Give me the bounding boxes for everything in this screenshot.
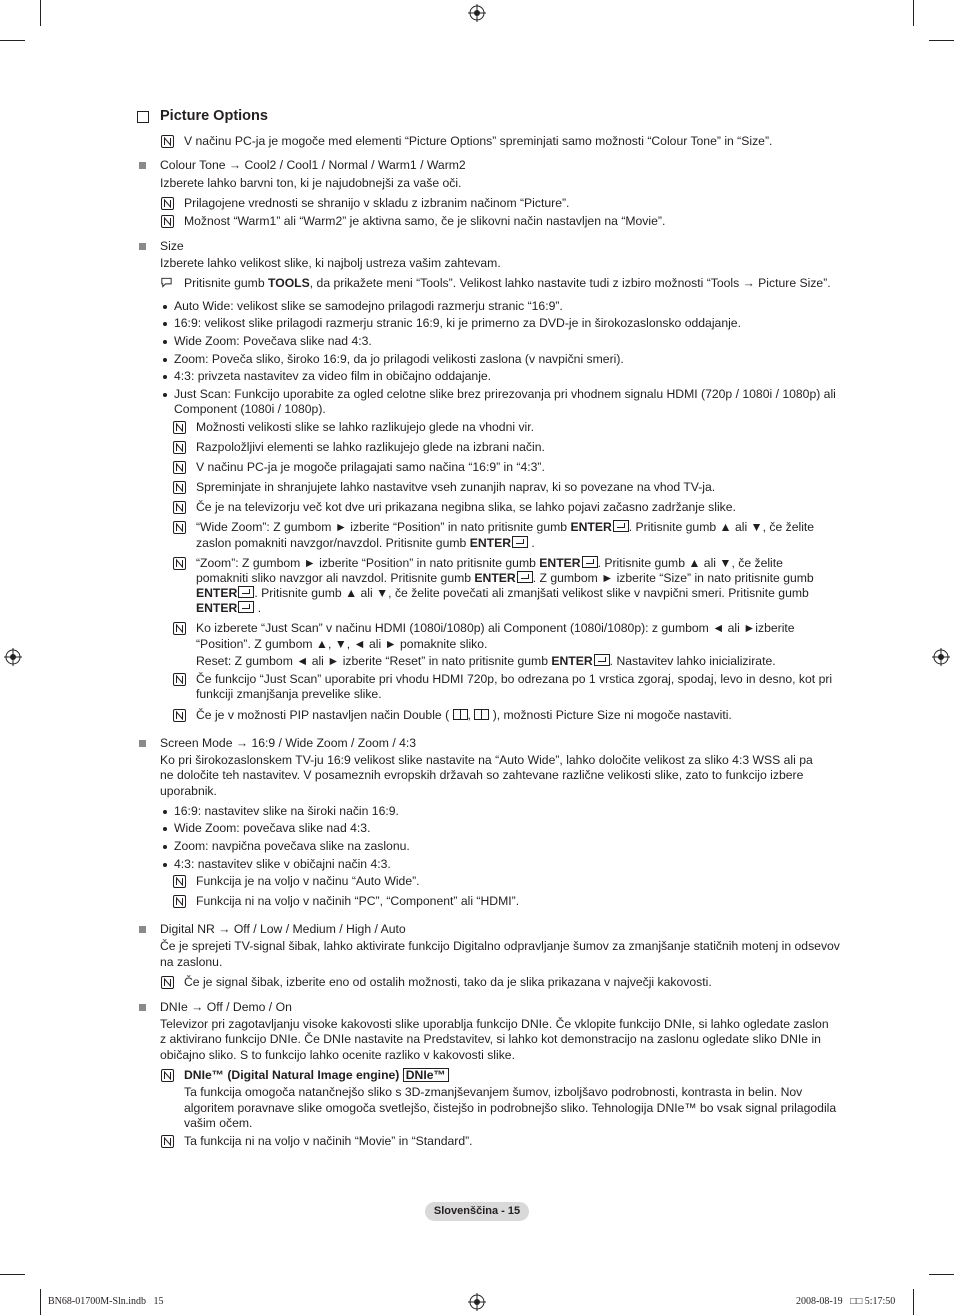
enter-icon xyxy=(613,520,629,532)
crop-mark xyxy=(929,40,954,41)
item-title: Size xyxy=(160,239,184,253)
crop-mark xyxy=(40,0,41,26)
footer-filename: BN68-01700M-Sln.indb 15 xyxy=(48,1296,164,1307)
note-icon xyxy=(173,709,186,722)
bullet-text: Zoom: Poveča sliko, široko 16:9, da jo prilagodi velikosti zaslona (v navpični smeri). xyxy=(174,352,624,366)
note-text: Reset: Z gumbom ◄ ali ► izberite “Reset” in nato pritisnite gumb ENTER . Nastavitev lahko inicializirate. xyxy=(196,654,776,668)
tools-note: Pritisnite gumb TOOLS, da prikažete meni “Tools”. Velikost lahko nastavite tudi z izbiro možnosti “Tools → Picture Size”. xyxy=(184,276,831,290)
item-description: običajno sliko. S to funkcijo lahko ocenite razliko v kakovosti slike. xyxy=(160,1048,515,1062)
page-number-badge: Slovenščina - 15 xyxy=(425,1202,529,1221)
bullet-icon xyxy=(163,340,167,344)
bullet-text: 16:9: velikost slike prilagodi razmerju stranic 16:9, ki je primerno za DVD-je in širokozaslonsko oddajanje. xyxy=(174,316,741,330)
bullet-icon xyxy=(163,845,167,849)
note-icon xyxy=(173,895,186,908)
crop-mark xyxy=(40,1289,41,1315)
note-icon xyxy=(161,197,174,210)
note-text: algoritem poravnave slike omogoča svetlejšo, čistejšo in podrobnejšo sliko. Tehnologija DNIe™ bo vsak signal prilagodila xyxy=(184,1101,837,1115)
note-icon xyxy=(173,421,186,434)
square-bullet-icon xyxy=(139,926,146,933)
bullet-icon xyxy=(163,810,167,814)
bullet-icon xyxy=(163,827,167,831)
enter-icon xyxy=(512,536,528,548)
square-bullet-icon xyxy=(139,162,146,169)
note-text: “Zoom”: Z gumbom ► izberite “Position” in nato pritisnite gumb ENTER . Pritisnite gumb ▲ ali ▼, če želite xyxy=(196,556,783,570)
bullet-icon xyxy=(163,305,167,309)
note-icon xyxy=(161,1135,174,1148)
enter-icon xyxy=(582,556,598,568)
note-text: Razpoložljivi elementi se lahko razlikujejo glede na izbrani način. xyxy=(196,440,545,454)
bullet-text: Component (1080i / 1080p). xyxy=(174,402,326,416)
note-icon xyxy=(173,875,186,888)
note-text: Funkcija ni na voljo v načinih “PC”, “Component” ali “HDMI”. xyxy=(196,894,520,908)
bullet-text: 4:3: nastavitev slike v običajni način 4:3. xyxy=(174,857,391,871)
note-text: Možnost “Warm1” ali “Warm2” je aktivna samo, če je slikovni način nastavljen na “Movie”. xyxy=(184,214,666,228)
bullet-text: Just Scan: Funkcijo uporabite za ogled celotne slike brez prirezovanja pri vhodnem signalu HDMI (720p / 1080i / 1080p) ali xyxy=(174,387,836,401)
item-description: uporabnik. xyxy=(160,784,217,798)
note-icon xyxy=(173,441,186,454)
registration-mark-icon xyxy=(468,4,486,22)
item-description: Izberete lahko barvni ton, ki je najudobnejši za vaše oči. xyxy=(160,176,462,190)
bullet-text: 16:9: nastavitev slike na široki način 16:9. xyxy=(174,804,399,818)
registration-mark-icon xyxy=(4,648,22,666)
note-icon xyxy=(173,557,186,570)
crop-mark xyxy=(913,1289,914,1315)
crop-mark xyxy=(0,1274,25,1275)
note-text: “Position”. Z gumbom ▲, ▼, ◄ ali ► pomaknite sliko. xyxy=(196,637,488,651)
note-text: ENTER . xyxy=(196,601,262,615)
section-heading: Picture Options xyxy=(160,108,268,124)
note-icon xyxy=(173,461,186,474)
crop-mark xyxy=(0,40,25,41)
pip-double-icon xyxy=(453,709,468,720)
square-bullet-icon xyxy=(139,243,146,250)
note-icon xyxy=(161,1069,174,1082)
note-text: Prilagojene vrednosti se shranijo v skladu z izbranim načinom “Picture”. xyxy=(184,196,570,210)
square-bullet-icon xyxy=(139,1004,146,1011)
bullet-text: Wide Zoom: povečava slike nad 4:3. xyxy=(174,821,371,835)
bullet-icon xyxy=(163,322,167,326)
note-icon xyxy=(173,521,186,534)
note-text: Če je signal šibak, izberite eno od ostalih možnosti, tako da je slika prikazana v največji kakovosti. xyxy=(184,975,712,989)
bullet-text: Auto Wide: velikost slike se samodejno prilagodi razmerju stranic “16:9”. xyxy=(174,299,563,313)
item-description: na zaslonu. xyxy=(160,955,223,969)
note-text: Če funkcijo “Just Scan” uporabite pri vhodu HDMI 720p, bo odrezana po 1 vrstica zgoraj, spodaj, levo in desno, kot pri xyxy=(196,672,833,686)
bullet-text: 4:3: privzeta nastavitev za video film in običajno oddajanje. xyxy=(174,369,492,383)
item-title: Digital NR → Off / Low / Medium / High / Auto xyxy=(160,922,406,936)
bullet-icon xyxy=(163,358,167,362)
pip-double-icon xyxy=(474,709,489,720)
note-text: V načinu PC-ja je mogoče med elementi “Picture Options” spreminjati samo možnosti “Colour Tone” in “Size”. xyxy=(184,134,773,148)
note-icon xyxy=(161,215,174,228)
item-description: Televizor pri zagotavljanju visoke kakovosti slike uporablja funkcijo DNIe. Če vklopite funkcijo DNIe, si lahko ogledate zaslon xyxy=(160,1017,829,1031)
note-text: pomakniti sliko navzgor ali navzdol. Pritisnite gumb ENTER . Z gumbom ► izberite “Size” in nato pritisnite gumb xyxy=(196,571,814,585)
note-text: Ta funkcija ni na voljo v načinih “Movie” in “Standard”. xyxy=(184,1134,473,1148)
bullet-text: Zoom: navpična povečava slike na zaslonu. xyxy=(174,839,410,853)
dnie-logo: DNIe™ xyxy=(403,1068,449,1082)
checkbox-bullet-icon xyxy=(137,111,149,123)
registration-mark-icon xyxy=(468,1293,486,1311)
note-text: Spreminjate in shranjujete lahko nastavitve vseh zunanjih naprav, ki so povezane na vhod TV-ja. xyxy=(196,480,716,494)
note-icon xyxy=(173,481,186,494)
note-icon xyxy=(161,135,174,148)
note-text: vašim očem. xyxy=(184,1116,253,1130)
note-text: Ta funkcija omogoča natančnejšo sliko s 3D-zmanjševanjem šumov, izboljšavo podrobnosti, kontrasta in belin. Nov xyxy=(184,1085,803,1099)
item-description: z aktivirano funkcijo DNIe. Če DNIe nastavite na Predstavitev, si lahko kot demonstracijo na zaslonu ogledate sliko DNIe in xyxy=(160,1032,821,1046)
note-text: V načinu PC-ja je mogoče prilagajati samo načina “16:9” in “4:3”. xyxy=(196,460,545,474)
note-icon xyxy=(161,976,174,989)
enter-icon xyxy=(238,586,254,598)
item-title: Screen Mode → 16:9 / Wide Zoom / Zoom / 4:3 xyxy=(160,736,417,750)
note-text: “Wide Zoom”: Z gumbom ► izberite “Position” in nato pritisnite gumb ENTER . Pritisnite gumb ▲ ali ▼, če želite xyxy=(196,520,815,534)
note-text: Možnosti velikosti slike se lahko razlikujejo glede na vhodni vir. xyxy=(196,420,535,434)
item-description: Če je sprejeti TV-signal šibak, lahko aktivirate funkcijo Digitalno odpravljanje šumov za zmanjšanje statičnih motenj in odsevov xyxy=(160,939,840,953)
note-icon xyxy=(173,622,186,635)
note-icon xyxy=(173,501,186,514)
note-text: Ko izberete “Just Scan” v načinu HDMI (1080i/1080p) ali Component (1080i/1080p): z gumbom ◄ ali ►izberite xyxy=(196,621,795,635)
registration-mark-icon xyxy=(932,648,950,666)
item-description: ne določite teh nastavitev. V posameznih evropskih državah so zahtevane različne velikosti slike, zato to funkcijo izbere xyxy=(160,768,804,782)
crop-mark xyxy=(913,0,914,26)
square-bullet-icon xyxy=(139,740,146,747)
footer-timestamp: 2008-08-19 □□ 5:17:50 xyxy=(796,1296,896,1307)
note-text: Če je v možnosti PIP nastavljen način Double ( , ), možnosti Picture Size ni mogoče nastaviti. xyxy=(196,708,732,722)
enter-icon xyxy=(594,654,610,666)
enter-icon xyxy=(517,571,533,583)
item-description: Izberete lahko velikost slike, ki najbolj ustreza vašim zahtevam. xyxy=(160,256,501,270)
bullet-text: Wide Zoom: Povečava slike nad 4:3. xyxy=(174,334,372,348)
note-text: DNIe™ (Digital Natural Image engine) DNIe™ xyxy=(184,1068,449,1083)
item-title: DNIe → Off / Demo / On xyxy=(160,1000,292,1014)
tools-icon xyxy=(160,276,173,289)
note-icon xyxy=(173,673,186,686)
bullet-icon xyxy=(163,375,167,379)
item-title: Colour Tone → Cool2 / Cool1 / Normal / Warm1 / Warm2 xyxy=(160,158,466,172)
bullet-icon xyxy=(163,863,167,867)
note-text: ENTER . Pritisnite gumb ▲ ali ▼, če želite povečati ali zmanjšati velikost slike v navpični smeri. Pritisnite gumb xyxy=(196,586,809,600)
note-text: zaslon pomakniti navzgor/navzdol. Pritisnite gumb ENTER . xyxy=(196,536,535,550)
note-text: Funkcija je na voljo v načinu “Auto Wide”. xyxy=(196,874,420,888)
bullet-icon xyxy=(163,393,167,397)
note-text: funkciji zmanjšanja prevelike slike. xyxy=(196,687,382,701)
crop-mark xyxy=(929,1274,954,1275)
item-description: Ko pri širokozaslonskem TV-ju 16:9 velikost slike nastavite na “Auto Wide”, lahko določite velikost za sliko 4:3 WSS ali pa xyxy=(160,753,813,767)
note-text: Če je na televizorju več kot dve uri prikazana negibna slika, se lahko pojavi začasno zadržanje slike. xyxy=(196,500,736,514)
enter-icon xyxy=(238,601,254,613)
